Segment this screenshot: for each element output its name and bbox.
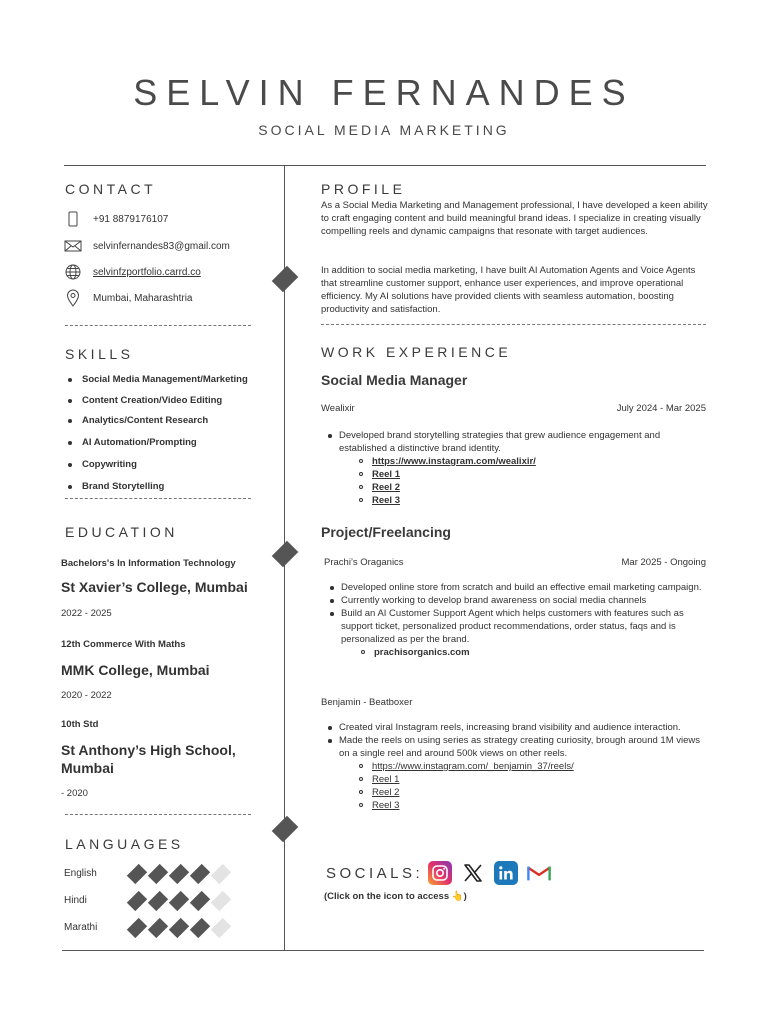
x-icon[interactable] bbox=[461, 861, 485, 885]
profile-paragraph: In addition to social media marketing, I have built AI Automation Agents and Voice Agents that streamline customer support, enhance user experiences, and improve operational efficiency. My AI solutions have provided clients with seamless automation, boosting productivity and satisfaction. bbox=[321, 265, 696, 315]
website-link[interactable]: selvinfzportfolio.carrd.co bbox=[93, 266, 201, 278]
section-divider bbox=[321, 324, 706, 325]
education-school: MMK College, Mumbai bbox=[61, 662, 210, 678]
profile-heading: PROFILE bbox=[321, 181, 406, 197]
job-bullet: Created viral Instagram reels, increasing brand visibility and audience interaction. bbox=[323, 721, 708, 734]
phone-text: +91 8879176107 bbox=[93, 213, 169, 225]
reel-link[interactable]: Reel 1 bbox=[357, 773, 708, 786]
education-degree: Bachelors's In Information Technology bbox=[61, 558, 236, 569]
website-link[interactable]: prachisorganics.com bbox=[359, 646, 710, 659]
reel-link[interactable]: Reel 1 bbox=[357, 468, 708, 481]
language-name: Hindi bbox=[64, 895, 87, 906]
section-divider bbox=[65, 325, 251, 326]
contact-location bbox=[64, 288, 192, 308]
language-level bbox=[130, 895, 235, 907]
skill-item: Social Media Management/Marketing bbox=[68, 374, 248, 385]
mail-icon bbox=[64, 238, 82, 254]
reel-link[interactable]: Reel 3 bbox=[357, 494, 708, 507]
location-pin-icon bbox=[64, 290, 82, 306]
reel-link[interactable]: Reel 2 bbox=[357, 481, 708, 494]
job-bullet: Made the reels on using series as strategy creating curiosity, brough around 1M views on a single reel and around 500k views on other reels. https://www.instagram.com/_benjamin_37/reels/ Reel 1 Reel 2 Reel 3 bbox=[323, 734, 708, 812]
socials-icons bbox=[428, 861, 551, 885]
education-school: St Xavier’s College, Mumbai bbox=[61, 579, 248, 595]
job-details bbox=[325, 581, 710, 659]
instagram-link[interactable]: https://www.instagram.com/wealixir/ bbox=[357, 455, 708, 468]
work-heading: WORK EXPERIENCE bbox=[321, 344, 512, 360]
job-company: Benjamin - Beatboxer bbox=[321, 697, 413, 708]
contact-heading: CONTACT bbox=[65, 181, 157, 197]
project-heading: Project/Freelancing bbox=[321, 524, 451, 540]
job-company: Prachi’s Oraganics bbox=[324, 557, 404, 568]
skill-item: Brand Storytelling bbox=[68, 481, 164, 492]
skill-item: AI Automation/Prompting bbox=[68, 437, 197, 448]
socials-heading: SOCIALS: bbox=[326, 865, 424, 882]
skills-heading: SKILLS bbox=[65, 346, 134, 362]
job-bullet: Developed brand storytelling strategies that grew audience engagement and established a distinctive brand identity. https://www.instagram.com/wealixir/ Reel 1 Reel 2 Reel 3 bbox=[323, 429, 708, 507]
job-dates: Mar 2025 - Ongoing bbox=[621, 557, 706, 568]
contact-website bbox=[64, 262, 201, 282]
contact-phone bbox=[64, 209, 168, 229]
email-text[interactable]: selvinfernandes83@gmail.com bbox=[93, 240, 230, 252]
linkedin-icon[interactable] bbox=[494, 861, 518, 885]
section-divider bbox=[65, 498, 251, 499]
language-name: English bbox=[64, 868, 97, 879]
job-bullet: Build an AI Customer Support Agent which helps customers with features such as support ticket, personalized product recommendations, order status, faqs and is personalized as per the brand. prachisorganics.com bbox=[325, 607, 710, 659]
section-divider bbox=[65, 814, 251, 815]
instagram-link[interactable]: https://www.instagram.com/_benjamin_37/reels/ bbox=[357, 760, 708, 773]
divider-diamond bbox=[272, 541, 299, 568]
divider-diamond bbox=[272, 266, 299, 293]
phone-icon bbox=[64, 211, 82, 227]
education-heading: EDUCATION bbox=[65, 524, 178, 540]
socials-note: (Click on the icon to access 👆) bbox=[324, 891, 467, 902]
top-divider bbox=[64, 165, 706, 166]
language-name: Marathi bbox=[64, 922, 98, 933]
education-years: 2020 - 2022 bbox=[61, 690, 112, 701]
skill-item: Content Creation/Video Editing bbox=[68, 395, 222, 406]
contact-email bbox=[64, 236, 230, 256]
divider-diamond bbox=[272, 816, 299, 843]
job-title: Social Media Manager bbox=[321, 372, 468, 388]
job-details bbox=[323, 721, 708, 812]
location-text: Mumbai, Maharashtria bbox=[93, 292, 193, 304]
education-school: St Anthony’s High School, Mumbai bbox=[61, 742, 236, 776]
education-degree: 12th Commerce With Maths bbox=[61, 639, 186, 650]
job-company: Wealixir bbox=[321, 403, 355, 414]
education-degree: 10th Std bbox=[61, 719, 99, 730]
education-years: - 2020 bbox=[61, 788, 88, 799]
skill-item: Copywriting bbox=[68, 459, 137, 470]
candidate-name: SELVIN FERNANDES bbox=[133, 72, 635, 113]
job-details bbox=[323, 429, 708, 507]
bottom-divider bbox=[62, 950, 704, 951]
skill-item: Analytics/Content Research bbox=[68, 415, 208, 426]
profile-paragraph: As a Social Media Marketing and Management professional, I have developed a keen ability to craft engaging content and build meaningful brand ideas. I specialize in creating visually compelling reels and dynamic campaigns that resonate with target audiences. bbox=[321, 200, 708, 237]
education-years: 2022 - 2025 bbox=[61, 608, 112, 619]
job-bullet: Currently working to develop brand awareness on social media channels bbox=[325, 594, 710, 607]
instagram-icon[interactable] bbox=[428, 861, 452, 885]
globe-icon bbox=[64, 264, 82, 280]
job-bullet: Developed online store from scratch and build an effective email marketing campaign. bbox=[325, 581, 710, 594]
languages-heading: LANGUAGES bbox=[65, 836, 184, 852]
language-level bbox=[130, 868, 235, 880]
reel-link[interactable]: Reel 2 bbox=[357, 786, 708, 799]
job-dates: July 2024 - Mar 2025 bbox=[616, 403, 706, 414]
reel-link[interactable]: Reel 3 bbox=[357, 799, 708, 812]
gmail-icon[interactable] bbox=[527, 861, 551, 885]
candidate-title: SOCIAL MEDIA MARKETING bbox=[258, 122, 510, 138]
language-level bbox=[130, 922, 235, 934]
